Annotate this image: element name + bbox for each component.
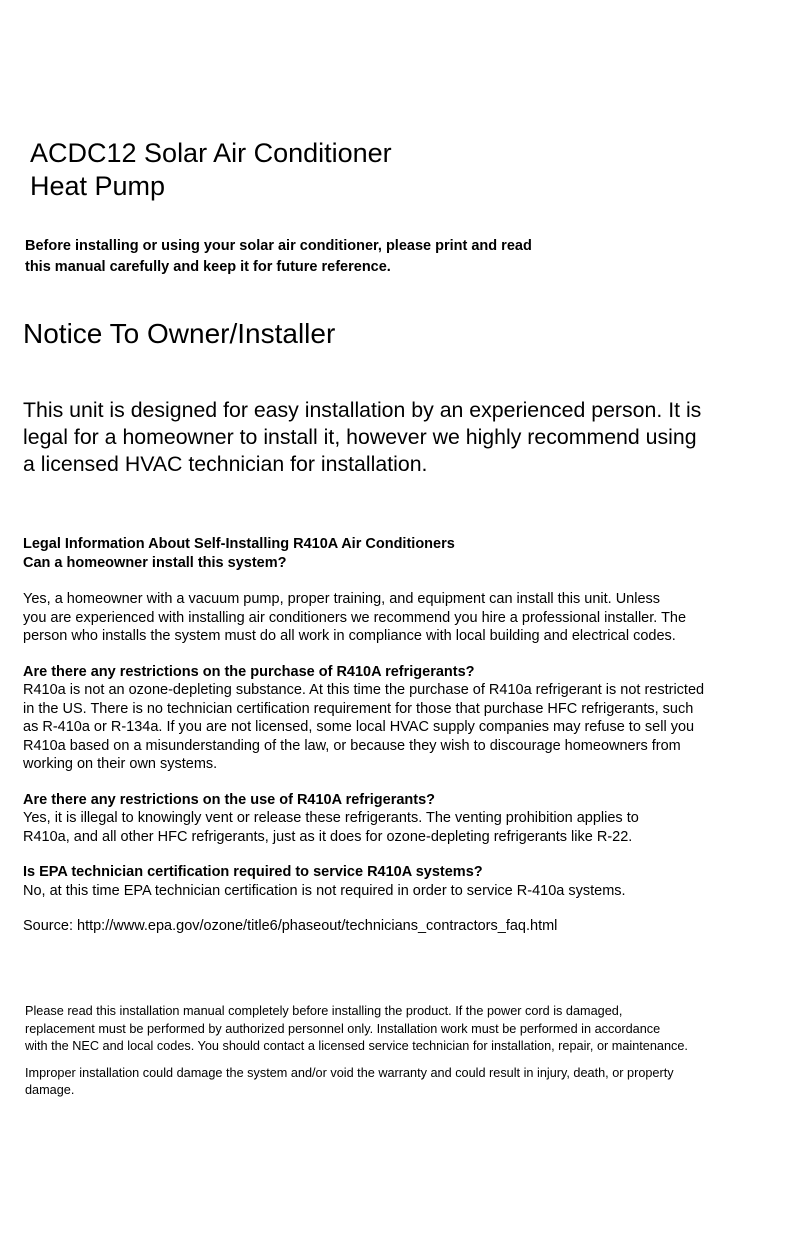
warning-line: with the NEC and local codes. You should contact a licensed service technician for installation, repair, or maintenance. xyxy=(25,1039,688,1053)
legal-information-section xyxy=(23,535,793,936)
document-title-line-2: Heat Pump xyxy=(30,171,166,201)
question-purchase-restrictions xyxy=(23,663,793,682)
legal-heading xyxy=(23,535,793,572)
notice-heading: Notice To Owner/Installer xyxy=(23,318,336,349)
answer-line: No, at this time EPA technician certification is not required in order to service R-410a systems. xyxy=(23,882,626,899)
question-epa-certification xyxy=(23,863,793,882)
notice-body-line: legal for a homeowner to install it, however we highly recommend using xyxy=(23,425,697,449)
question-text: Are there any restrictions on the use of R410A refrigerants? xyxy=(23,791,436,808)
question-text: Are there any restrictions on the purchase of R410A refrigerants? xyxy=(23,663,475,680)
answer-epa-certification xyxy=(23,882,793,901)
read-manual-note xyxy=(25,236,532,278)
document-title-line-1: ACDC12 Solar Air Conditioner xyxy=(30,138,392,168)
legal-heading-title: Legal Information About Self-Installing R410A Air Conditioners xyxy=(23,536,455,552)
answer-line: R410a is not an ozone-depleting substance. At this time the purchase of R410a refrigerant is not restricted xyxy=(23,682,705,698)
read-manual-note-line-1: Before installing or using your solar air conditioner, please print and read xyxy=(25,238,532,254)
answer-line: Yes, it is illegal to knowingly vent or release these refrigerants. The venting prohibition applies to xyxy=(23,810,639,826)
warning-line: replacement must be performed by authorized personnel only. Installation work must be performed in accordance xyxy=(25,1021,661,1036)
answer-line: in the US. There is no technician certification requirement for those that purchase HFC refrigerants, such xyxy=(23,700,694,717)
answer-line: as R-410a or R-134a. If you are not licensed, some local HVAC supply companies may refuse to sell you xyxy=(23,719,695,735)
answer-line: you are experienced with installing air conditioners we recommend you hire a professional installer. The xyxy=(23,609,687,626)
read-manual-note-line-2: this manual carefully and keep it for future reference. xyxy=(25,259,391,275)
installation-warnings xyxy=(25,1003,795,1100)
document-title xyxy=(30,137,392,203)
notice-body-line: This unit is designed for easy installation by an experienced person. It is xyxy=(23,398,702,422)
warning-paragraph xyxy=(25,1065,795,1100)
answer-line: working on their own systems. xyxy=(23,756,218,772)
warning-line: Please read this installation manual completely before installing the product. If the power cord is damaged, xyxy=(25,1004,623,1018)
source-text: Source: http://www.epa.gov/ozone/title6/phaseout/technicians_contractors_faq.html xyxy=(23,918,558,934)
answer-homeowner-install xyxy=(23,590,793,646)
question-homeowner-install: Can a homeowner install this system? xyxy=(23,554,287,571)
answer-line: R410a, and all other HFC refrigerants, just as it does for ozone-depleting refrigerants like R-22. xyxy=(23,828,633,845)
warning-paragraph xyxy=(25,1003,795,1056)
answer-line: Yes, a homeowner with a vacuum pump, proper training, and equipment can install this unit. Unless xyxy=(23,591,661,607)
answer-line: person who installs the system must do all work in compliance with local building and electrical codes. xyxy=(23,628,676,644)
question-text: Is EPA technician certification required to service R410A systems? xyxy=(23,864,483,880)
notice-body-line: a licensed HVAC technician for installation. xyxy=(23,452,428,476)
warning-line: damage. xyxy=(25,1083,75,1097)
answer-purchase-restrictions xyxy=(23,681,793,774)
answer-line: R410a based on a misunderstanding of the law, or because they wish to discourage homeowners from xyxy=(23,737,681,754)
notice-body xyxy=(23,397,763,478)
answer-use-restrictions xyxy=(23,809,793,846)
source-citation xyxy=(23,917,793,936)
warning-line: Improper installation could damage the system and/or void the warranty and could result in injury, death, or property xyxy=(25,1065,674,1080)
question-use-restrictions xyxy=(23,791,793,810)
